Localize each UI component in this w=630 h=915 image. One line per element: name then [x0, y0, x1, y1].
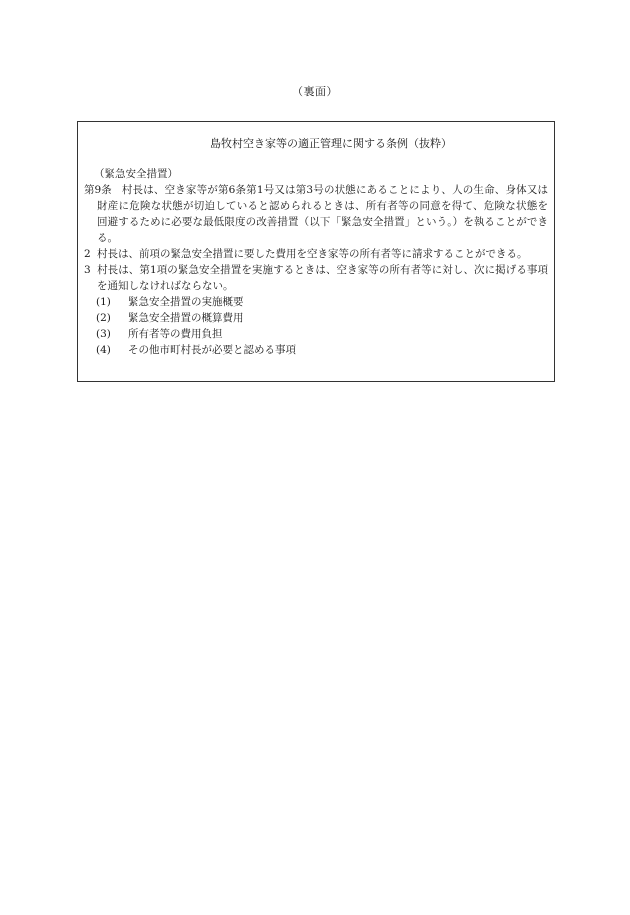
paragraph-3	[84, 262, 548, 294]
item-text: 緊急安全措置の概算費用	[128, 312, 244, 324]
item-number: (1)	[96, 296, 111, 308]
article-caption: （緊急安全措置）	[94, 168, 178, 180]
item-text: その他市町村長が必要と認める事項	[128, 344, 296, 356]
notification-items-list	[84, 294, 548, 358]
list-item	[96, 294, 548, 310]
item-number: (4)	[96, 344, 111, 356]
item-number: (3)	[96, 328, 111, 340]
list-item	[96, 326, 548, 342]
list-item	[96, 310, 548, 326]
article-text: 村長は、空き家等が第6条第1号又は第3号の状態にあることにより、人の生命、身体又は財産に危険な状態が切迫していると認められるときは、所有者等の同意を得て、危険な状態を回避するために必要な最低限度の改善措置（以下「緊急安全措置」という。）を執ることができる。	[97, 184, 548, 244]
ordinance-excerpt-box	[77, 121, 555, 382]
item-text: 緊急安全措置の実施概要	[128, 296, 244, 308]
ordinance-title: 島牧村空き家等の適正管理に関する条例（抜粋）	[210, 137, 452, 150]
page-side-label: （裏面）	[292, 85, 338, 98]
paragraph-2	[84, 246, 548, 262]
paragraph-text: 村長は、第1項の緊急安全措置を実施するときは、空き家等の所有者等に対し、次に掲げる事項を通知しなければならない。	[97, 264, 548, 292]
article-number: 第9条	[84, 184, 112, 196]
paragraph-number: 2	[84, 248, 91, 260]
item-text: 所有者等の費用負担	[128, 328, 223, 340]
article-9	[84, 182, 548, 246]
item-number: (2)	[96, 312, 111, 324]
paragraph-number: 3	[84, 264, 91, 276]
paragraph-text: 村長は、前項の緊急安全措置に要した費用を空き家等の所有者等に請求することができる。	[97, 248, 528, 260]
list-item	[96, 342, 548, 358]
